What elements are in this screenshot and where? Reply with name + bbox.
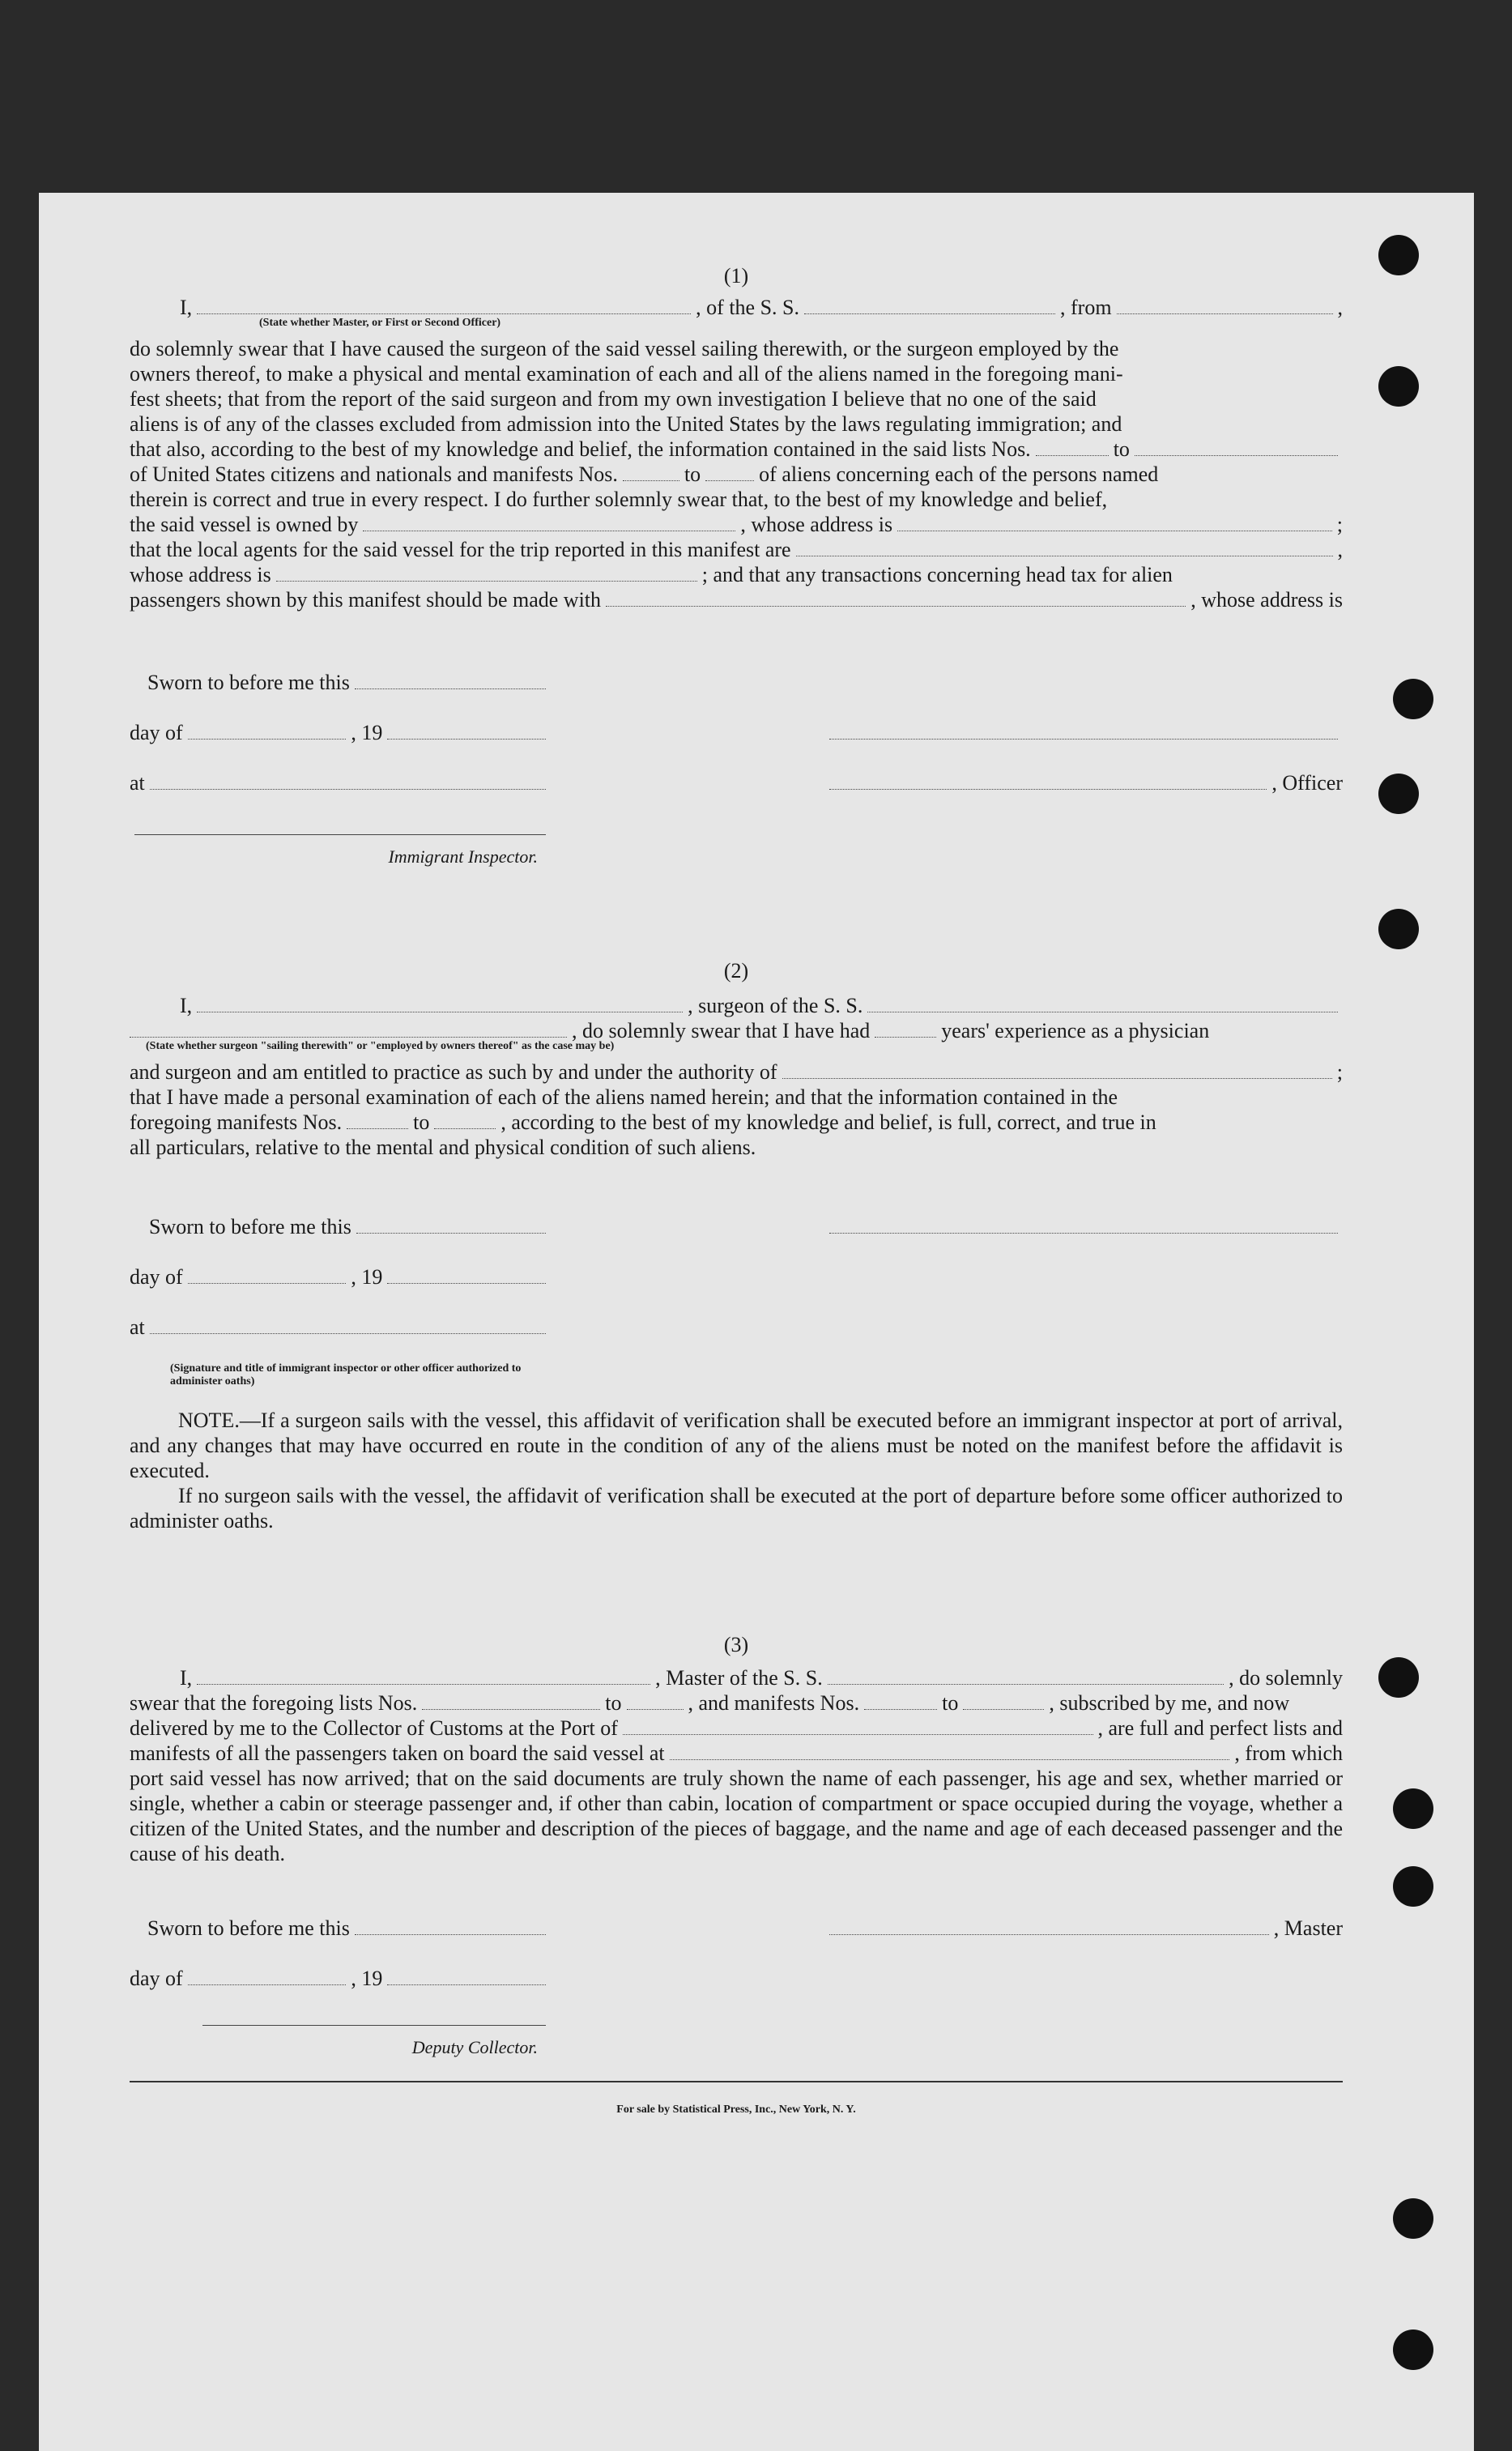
departure-port-field[interactable] bbox=[1117, 313, 1333, 314]
binder-hole bbox=[1393, 1788, 1433, 1829]
binder-hole bbox=[1393, 679, 1433, 719]
vessel-name-field[interactable] bbox=[804, 313, 1055, 314]
years-experience-field[interactable] bbox=[875, 1036, 936, 1038]
vessel-owner-field[interactable] bbox=[363, 530, 735, 531]
deputy-collector-caption: Deputy Collector. bbox=[411, 2037, 538, 2057]
master-manifests-to-field[interactable] bbox=[963, 1708, 1044, 1710]
binder-hole bbox=[1378, 235, 1419, 275]
surgeon-at-field[interactable] bbox=[150, 1333, 546, 1334]
master-day-field[interactable] bbox=[188, 1984, 347, 1985]
surgeon-year-field[interactable] bbox=[387, 1283, 546, 1284]
agents-address-field[interactable] bbox=[276, 580, 697, 582]
section-1-line: aliens is of any of the classes excluded from admission into the United States by the laws regulating immigration; and bbox=[130, 412, 1122, 436]
authority-field[interactable] bbox=[782, 1077, 1332, 1079]
master-signature-field[interactable] bbox=[829, 1934, 1269, 1935]
port-of-field[interactable] bbox=[623, 1733, 1093, 1735]
surgeon-status-field[interactable] bbox=[130, 1036, 567, 1038]
manifests-from-field[interactable] bbox=[623, 480, 679, 481]
section-1-line: do solemnly swear that I have caused the surgeon of the said vessel sailing therewith, or the surgeon employed by the bbox=[130, 337, 1119, 360]
binder-hole bbox=[1378, 774, 1419, 814]
owner-address-field[interactable] bbox=[897, 530, 1332, 531]
section-3-signatures: Sworn to before me this day of , 19 Deputy Collector. , Master bbox=[130, 1890, 1343, 2060]
publisher-footer: For sale by Statistical Press, Inc., New York, N. Y. bbox=[616, 2104, 856, 2116]
section-1-line: fest sheets; that from the report of the said surgeon and from my own investigation I believe that no one of the said bbox=[130, 387, 1097, 411]
immigrant-inspector-caption: Immigrant Inspector. bbox=[388, 846, 538, 867]
surgeon-sworn-date-field[interactable] bbox=[356, 1233, 546, 1234]
section-2-signatures: Sworn to before me this day of , 19 at (Signature and title of immigrant inspector or other officer authorized to administer oaths) bbox=[130, 1189, 1343, 1388]
lists-to-field[interactable] bbox=[1135, 454, 1338, 456]
binder-hole bbox=[1378, 1657, 1419, 1698]
manifests-to-field[interactable] bbox=[705, 480, 754, 481]
note-paragraph-2: If no surgeon sails with the vessel, the affidavit of verification shall be executed at the port of departure before some officer authorized to administer oaths. bbox=[130, 1484, 1343, 1532]
surgeon-vessel-field[interactable] bbox=[867, 1011, 1338, 1012]
officer-signature-field[interactable] bbox=[829, 739, 1338, 740]
form-content: (1) I, , of the S. S. , from , (State whether Master, or First or Second Officer) do solemnly swear that I have caused the surgeon of the said vessel sailing therewith, or the surgeon employed by the owners thereof, to make a physical and mental examination of each and all of the aliens named in the foregoing mani- fest sheets; that from the report of the said surgeon and from my own investigation I believe that no one of the said aliens is of any of the classes excluded from admission into the United States by the laws regulating immigration; and that also, according to the best of my knowledge and belief, the information contained in the said lists Nos. to of United States citizens and nationals and manifests Nos. to of aliens concerning each of the persons named therein is correct and true in every respect. I do further solemnly swear that, to the best of my knowledge and belief, the said vessel is owned by , whose address is ; that the local agents for the said vessel for the trip reported in this manifest are , whose address is ; and that any transactions concerning head tax for alien passengers shown by this manifest should be made with , whose address is Sworn to before me this day of , 19 at Immigrant Inspector. , Officer (2) I, , surgeon of the S. S. , do solemnly swear that I have had years' experience as a physician (State whether surgeon "sailing therewith" or "employed by owners thereof" as the case may be) and surgeon and am entitled to practice as such by and under the authority of ; that I have made a personal examination of each of the aliens named herein; and that the information contained in the foregoing manifests Nos. to , according to the best of my knowledge and belief, is full, correct, and true in all particulars, relative to the mental and physical condition of such aliens. Sworn to before me this day of , 19 at (Signature and title of immigrant inspector or other officer authorized to administer oaths) NOTE.—If a surgeon sails with the vessel, this affidavit of verification shall be executed before an immigrant inspector at port of arrival, and any changes that may have occurred en route in the condition of any of the aliens must be noted on the manifest before the affidavit is executed. If no surgeon sails with the vessel, the affidavit of verification shall be executed at the port of departure before some officer authorized to administer oaths. (3) I, , Master of the S. S. , do solemnly swear that the foregoing lists Nos. to , and manifests Nos. to , subscribed by me, and now delivered by me to the Collector of Customs at the Port of , are full and perfect lists and manifests of all the passengers taken on board the said vessel at , from which port said vessel has now arrived; that on the said documents are truly shown the name of each passenger, his age and sex, whether married or single, whether a cabin or steerage passenger and, if other than cabin, location of compartment or space occupied during the voyage, whether a citizen of the United States, and the number and description of the pieces of baggage, and the name and age of each deceased passenger and the cause of his death. Sworn to before me this day of , 19 Deputy Collector. , Master For sale by Statistical Press, Inc., New York, N. Y. bbox=[130, 263, 1343, 2122]
master-vessel-field[interactable] bbox=[828, 1683, 1224, 1685]
surgeon-manifest-from-field[interactable] bbox=[347, 1127, 408, 1129]
section-3-number: (3) bbox=[723, 1633, 749, 1656]
section-1-line: owners thereof, to make a physical and mental examination of each and all of the aliens named in the foregoing mani- bbox=[130, 362, 1123, 386]
officer-title-field[interactable] bbox=[829, 789, 1267, 790]
head-tax-contact-field[interactable] bbox=[606, 605, 1186, 607]
master-name-field[interactable] bbox=[197, 1683, 650, 1685]
binder-hole bbox=[1378, 909, 1419, 949]
lists-from-field[interactable] bbox=[1036, 454, 1109, 456]
section-3-text: port said vessel has now arrived; that on the said documents are truly shown the name of each passenger, his age and sex, whether married or single, whether a cabin or steerage passenger and, if other than cabin, location of compartment or space occupied during the voyage, whether a citizen of the United States, and the number and description of the pieces of baggage, and the name and age of each deceased passenger and the cause of his death. bbox=[130, 1767, 1343, 1865]
at-field[interactable] bbox=[150, 789, 546, 790]
officer-note: (State whether Master, or First or Second Officer) bbox=[259, 317, 501, 329]
binder-hole bbox=[1393, 2330, 1433, 2370]
master-sworn-date-field[interactable] bbox=[355, 1934, 546, 1935]
surgeon-day-field[interactable] bbox=[188, 1283, 347, 1284]
surgeon-note: (State whether surgeon "sailing therewith" or "employed by owners thereof" as the case may be) bbox=[146, 1040, 615, 1052]
master-manifests-from-field[interactable] bbox=[864, 1708, 937, 1710]
binder-hole bbox=[1378, 366, 1419, 407]
sworn-date-field[interactable] bbox=[355, 688, 546, 689]
master-lists-to-field[interactable] bbox=[627, 1708, 684, 1710]
local-agents-field[interactable] bbox=[796, 555, 1333, 556]
section-1-line-1: I, , of the S. S. , from , bbox=[180, 296, 1343, 319]
binder-hole bbox=[1393, 2198, 1433, 2239]
officer-name-field[interactable] bbox=[197, 313, 691, 314]
binder-hole bbox=[1393, 1866, 1433, 1907]
surgeon-name-field[interactable] bbox=[197, 1011, 683, 1012]
inspector-signature-field[interactable] bbox=[134, 834, 546, 835]
boarding-port-field[interactable] bbox=[670, 1758, 1230, 1760]
footer-rule bbox=[130, 2081, 1343, 2082]
signature-note: (Signature and title of immigrant inspector or other officer authorized to administer oaths) bbox=[170, 1362, 522, 1387]
master-year-field[interactable] bbox=[387, 1984, 546, 1985]
section-1-signatures: Sworn to before me this day of , 19 at Immigrant Inspector. , Officer bbox=[130, 645, 1343, 869]
note-paragraph-1: NOTE.—If a surgeon sails with the vessel, this affidavit of verification shall be executed before an immigrant inspector at port of arrival, and any changes that may have occurred en route in the condition of any of the aliens must be noted on the manifest before the affidavit is executed. bbox=[130, 1409, 1343, 1482]
section-2-number: (2) bbox=[723, 959, 749, 983]
deputy-signature-field[interactable] bbox=[202, 2025, 546, 2026]
section-1-number: (1) bbox=[723, 264, 749, 288]
day-of-field[interactable] bbox=[188, 739, 347, 740]
surgeon-signature-field[interactable] bbox=[829, 1233, 1338, 1234]
master-lists-from-field[interactable] bbox=[422, 1708, 600, 1710]
year-field[interactable] bbox=[387, 739, 546, 740]
surgeon-manifest-to-field[interactable] bbox=[434, 1127, 496, 1129]
